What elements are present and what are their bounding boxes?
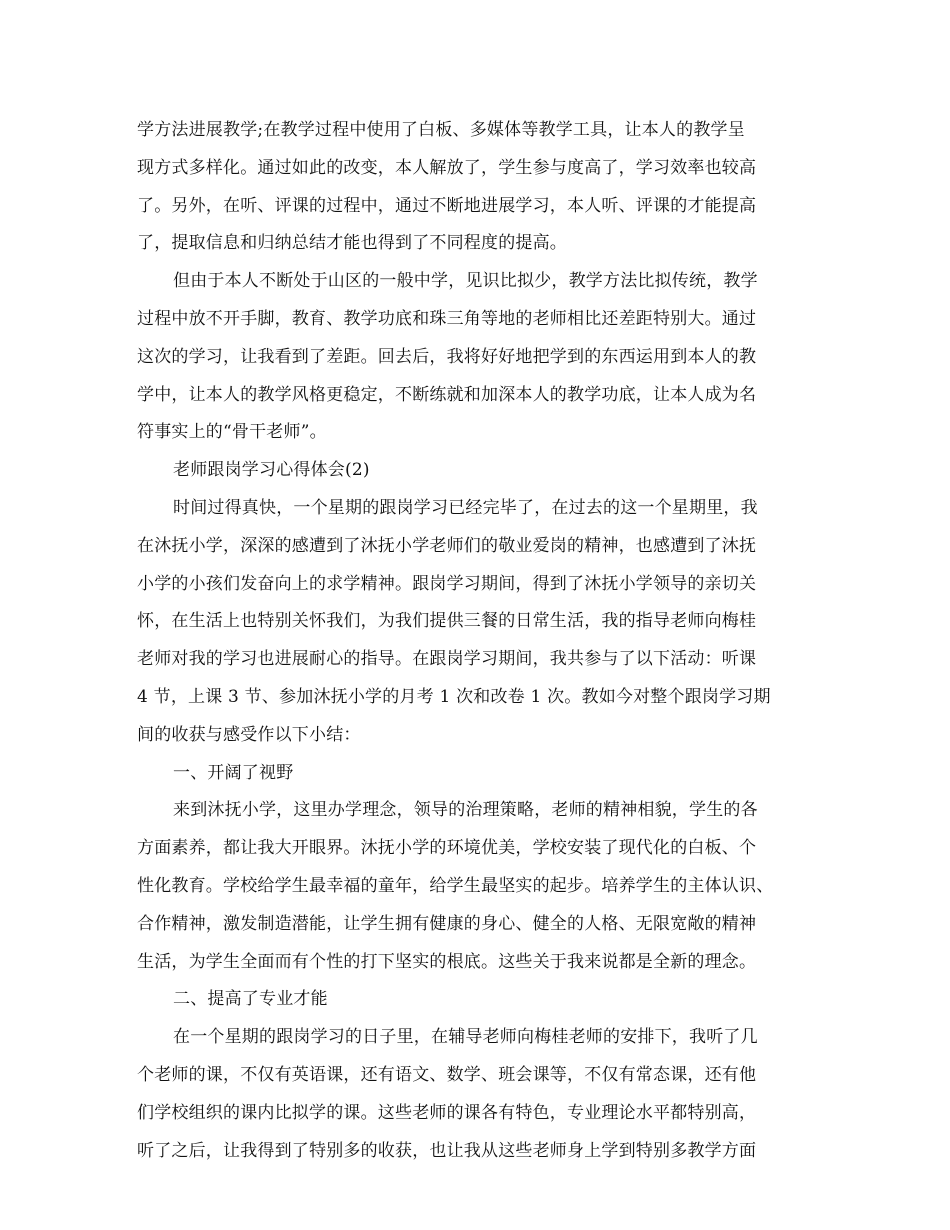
section-heading: 二、提高了专业才能 xyxy=(173,989,328,1010)
text-line: 4 节，上课 3 节、参加沐抚小学的月考 1 次和改卷 1 次。教如今对整个跟岗学习期 xyxy=(137,686,771,707)
paragraph-start-line: 在一个星期的跟岗学习的日子里，在辅导老师向梅桂老师的安排下，我听了几 xyxy=(173,1027,758,1048)
text-line: 老师对我的学习也进展耐心的指导。在跟岗学习期间，我共参与了以下活动：听课 xyxy=(137,649,757,670)
text-line: 了，提取信息和归纳总结才能也得到了不同程度的提高。 xyxy=(137,233,567,254)
paragraph-start-line: 时间过得真快，一个星期的跟岗学习已经完毕了，在过去的这一个星期里，我 xyxy=(173,497,758,518)
text-line: 生活，为学生全面而有个性的打下坚实的根底。这些关于我来说都是全新的理念。 xyxy=(137,951,757,972)
text-line: 现方式多样化。通过如此的改变，本人解放了，学生参与度高了，学习效率也较高 xyxy=(137,157,757,178)
text-line: 间的收获与感受作以下小结： xyxy=(137,724,361,745)
text-line: 个老师的课，不仅有英语课，还有语文、数学、班会课等，不仅有常态课，还有他 xyxy=(137,1064,757,1085)
text-line: 学方法进展教学;在教学过程中使用了白板、多媒体等教学工具，让本人的教学呈 xyxy=(137,120,745,140)
text-line: 性化教育。学校给学生最幸福的童年，给学生最坚实的起步。培养学生的主体认识、 xyxy=(137,875,774,896)
paragraph-start-line: 但由于本人不断处于山区的一般中学，见识比拟少，教学方法比拟传统，教学 xyxy=(173,271,758,292)
section-heading: 一、开阔了视野 xyxy=(173,762,294,783)
text-line: 怀，在生活上也特别关怀我们，为我们提供三餐的日常生活，我的指导老师向梅桂 xyxy=(137,611,757,632)
text-line: 听了之后，让我得到了特别多的收获，也让我从这些老师身上学到特别多教学方面 xyxy=(137,1140,757,1161)
text-line: 方面素养，都让我大开眼界。沐抚小学的环境优美，学校安装了现代化的白板、个 xyxy=(137,838,757,859)
section-title: 老师跟岗学习心得体会(2) xyxy=(173,460,370,481)
document-body xyxy=(137,112,827,1170)
text-line: 们学校组织的课内比拟学的课。这些老师的课各有特色，专业理论水平都特别高， xyxy=(137,1102,757,1123)
text-line: 这次的学习，让我看到了差距。回去后，我将好好地把学到的东西运用到本人的教 xyxy=(137,346,757,367)
paragraph-start-line: 来到沐抚小学，这里办学理念，领导的治理策略，老师的精神相貌，学生的各 xyxy=(173,800,758,821)
text-line: 合作精神，激发制造潜能，让学生拥有健康的身心、健全的人格、无限宽敞的精神 xyxy=(137,913,757,934)
text-line: 符事实上的“骨干老师”。 xyxy=(137,422,327,443)
text-line: 在沐抚小学，深深的感遭到了沐抚小学老师们的敬业爱岗的精神，也感遭到了沐抚 xyxy=(137,535,757,556)
text-line: 了。另外，在听、评课的过程中，通过不断地进展学习，本人听、评课的才能提高 xyxy=(137,195,757,216)
text-line: 过程中放不开手脚，教育、教学功底和珠三角等地的老师相比还差距特别大。通过 xyxy=(137,308,757,329)
text-line: 学中，让本人的教学风格更稳定，不断练就和加深本人的教学功底，让本人成为名 xyxy=(137,384,757,405)
text-line: 小学的小孩们发奋向上的求学精神。跟岗学习期间，得到了沐抚小学领导的亲切关 xyxy=(137,573,757,594)
